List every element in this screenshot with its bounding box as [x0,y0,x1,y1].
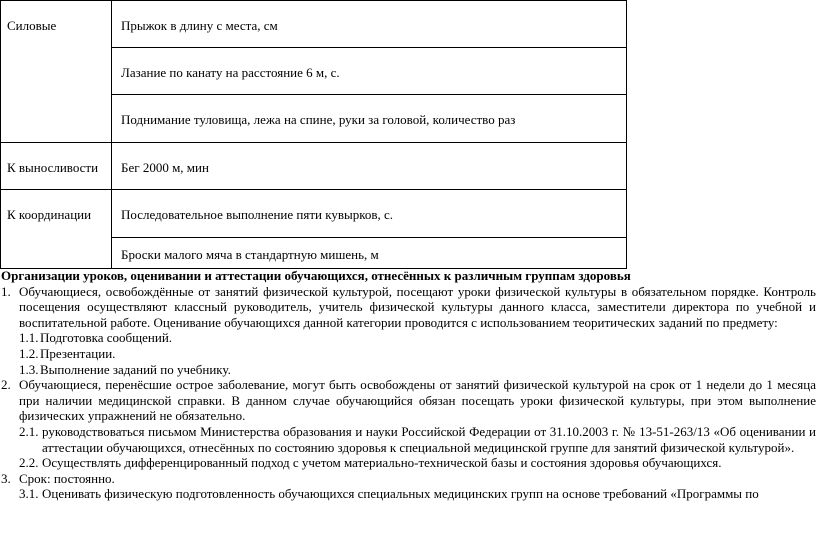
sub-item-text: руководствоваться письмом Министерства образования и науки Российской Федерации от 31.10.2003 г. № 13-51-263/13 «Об оценивании и аттестации обучающихся, отнесённых по состоянию здоровья к специальной медицинской группе для занятий физической культурой». [42,423,816,455]
category-cell: К выносливости [1,143,112,190]
item-number: 1. [1,283,11,299]
section-heading: Организации уроков, оценивании и аттестации обучающихся, отнесённых к различным группам здоровья [1,268,631,283]
sub-item-text: Выполнение заданий по учебнику. [40,361,231,377]
item-number: 3. [1,470,11,486]
sub-item-text: Осуществлять дифференцированный подход с учетом материально-технической базы и состояния здоровья обучающихся. [42,455,722,471]
tests-table [0,0,627,269]
sub-item-text: Презентации. [40,345,116,361]
list-item [0,377,816,424]
item-number: 2. [1,377,11,393]
sub-item-number: 1.3. [19,361,39,377]
sub-item-number: 1.1. [19,330,39,346]
sub-item [0,346,816,362]
test-cell: Поднимание туловища, лежа на спине, руки за головой, количество раз [112,95,627,143]
sub-item-number: 2.2. [19,455,39,471]
test-cell: Бег 2000 м, мин [112,143,627,190]
list-item [0,471,816,487]
table-row [1,190,627,238]
table-row [1,1,627,48]
sub-item-text: Оценивать физическую подготовленность обучающихся специальных медицинских групп на основе требований «Программы по [42,486,759,502]
list-item [0,284,816,331]
item-text: Обучающиеся, освобождённые от занятий физической культурой, посещают уроки физической культуры в обязательном порядке. Контроль посещения осуществляют классный руководитель, учитель физической культуры данного класса, заместители директора по учебной и воспитательной работе. Оценивание обучающихся данной категории проводится с использованием теоритических заданий по предмету: [19,283,816,330]
category-cell: К координации [1,190,112,269]
sub-item-number: 2.1. [19,423,39,439]
sub-item [0,424,816,455]
sub-item-number: 3.1. [19,486,39,502]
test-cell: Последовательное выполнение пяти кувырков, с. [112,190,627,238]
section-content [0,268,816,502]
item-text: Срок: постоянно. [19,470,115,486]
sub-item [0,362,816,378]
test-cell: Прыжок в длину с места, см [112,1,627,48]
test-cell: Броски малого мяча в стандартную мишень, м [112,238,627,269]
category-cell: Силовые [1,1,112,143]
sub-item-text: Подготовка сообщений. [40,330,173,346]
sub-item [0,330,816,346]
test-cell: Лазание по канату на расстояние 6 м, с. [112,48,627,95]
sub-item [0,455,816,471]
sub-item [0,486,816,502]
item-text: Обучающиеся, перенёсшие острое заболевание, могут быть освобождены от занятий физической культурой на срок от 1 недели до 1 месяца при наличии медицинской справки. В данном случае обучающийся обязан посещать уроки физической культуры, при этом выполнение физических упражнений не обязательно. [19,377,816,424]
table-row [1,143,627,190]
sub-item-number: 1.2. [19,345,39,361]
